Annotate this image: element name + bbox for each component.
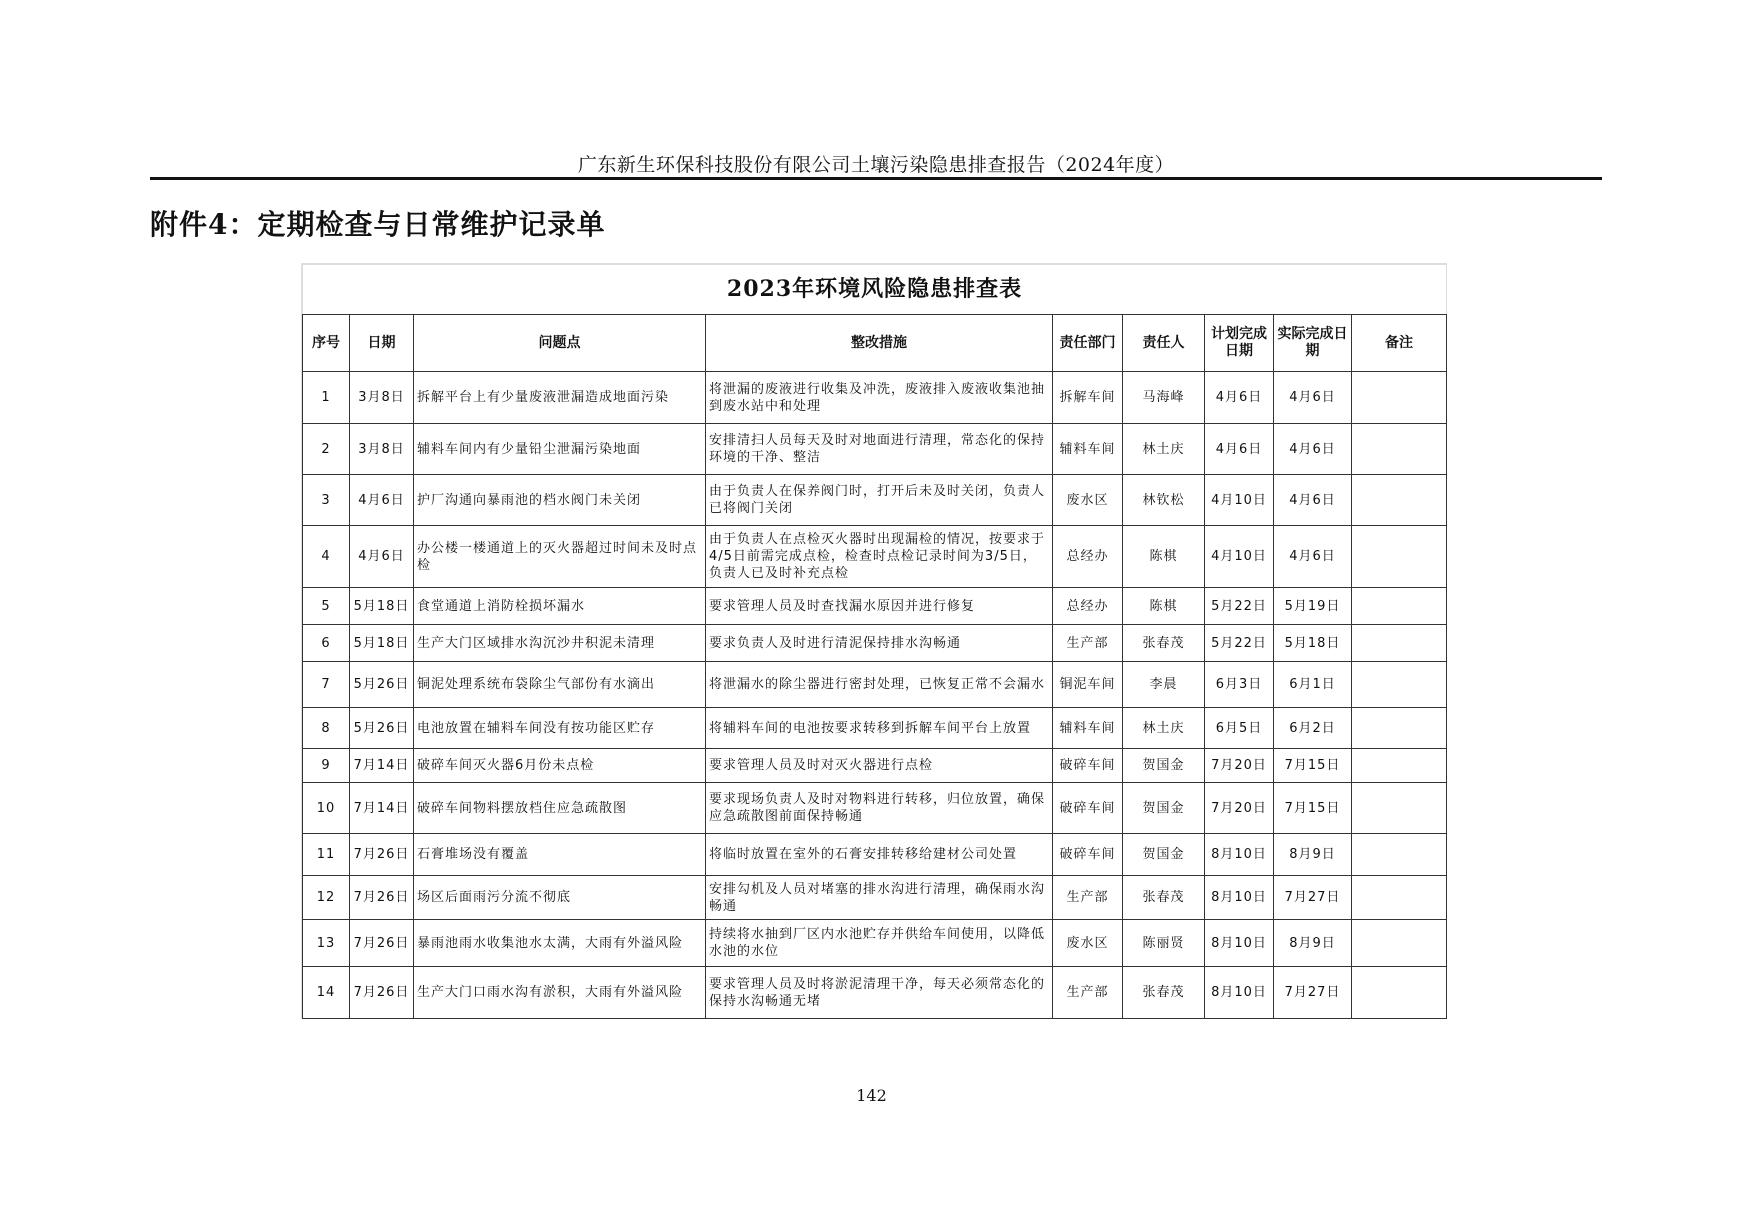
row-planned-date: 4月10日: [1205, 475, 1274, 526]
inspection-table-container: [301, 263, 1447, 1019]
row-measure: 要求管理人员及时查找漏水原因并进行修复: [706, 588, 1053, 625]
column-header: 实际完成日期: [1274, 315, 1352, 372]
row-planned-date: 7月20日: [1205, 783, 1274, 834]
row-actual-date: 4月6日: [1274, 424, 1352, 475]
row-actual-date: 5月18日: [1274, 625, 1352, 662]
row-issue: 铜泥处理系统布袋除尘气部份有水滴出: [414, 662, 706, 708]
row-measure: 要求负责人及时进行清泥保持排水沟畅通: [706, 625, 1053, 662]
row-remark: [1352, 708, 1447, 749]
row-person: 贺国金: [1123, 834, 1205, 876]
row-remark: [1352, 876, 1447, 920]
column-header: 问题点: [414, 315, 706, 372]
row-remark: [1352, 424, 1447, 475]
row-number: 11: [303, 834, 350, 876]
table-row: [303, 625, 1447, 662]
row-department: 总经办: [1053, 526, 1123, 588]
row-planned-date: 6月5日: [1205, 708, 1274, 749]
row-actual-date: 4月6日: [1274, 475, 1352, 526]
table-row: [303, 967, 1447, 1019]
table-row: [303, 920, 1447, 967]
row-date: 5月26日: [350, 662, 414, 708]
row-measure: 由于负责人在保养阀门时，打开后未及时关闭，负责人已将阀门关闭: [706, 475, 1053, 526]
row-actual-date: 5月19日: [1274, 588, 1352, 625]
row-planned-date: 8月10日: [1205, 876, 1274, 920]
row-remark: [1352, 526, 1447, 588]
row-measure: 将泄漏水的除尘器进行密封处理，已恢复正常不会漏水: [706, 662, 1053, 708]
row-date: 3月8日: [350, 372, 414, 424]
row-remark: [1352, 749, 1447, 783]
row-issue: 生产大门区域排水沟沉沙井积泥未清理: [414, 625, 706, 662]
table-row: [303, 372, 1447, 424]
column-header: 日期: [350, 315, 414, 372]
attachment-title: 附件4：定期检查与日常维护记录单: [150, 208, 606, 241]
row-number: 1: [303, 372, 350, 424]
table-row: [303, 708, 1447, 749]
row-planned-date: 5月22日: [1205, 625, 1274, 662]
row-number: 6: [303, 625, 350, 662]
table-row: [303, 749, 1447, 783]
row-department: 破碎车间: [1053, 783, 1123, 834]
row-actual-date: 7月15日: [1274, 749, 1352, 783]
row-number: 12: [303, 876, 350, 920]
row-date: 7月14日: [350, 749, 414, 783]
row-planned-date: 8月10日: [1205, 920, 1274, 967]
row-person: 陈棋: [1123, 588, 1205, 625]
table-title: 2023年环境风险隐患排查表: [303, 265, 1447, 315]
row-actual-date: 6月2日: [1274, 708, 1352, 749]
row-remark: [1352, 475, 1447, 526]
row-number: 3: [303, 475, 350, 526]
row-remark: [1352, 834, 1447, 876]
table-body: [303, 372, 1447, 1019]
table-row: [303, 783, 1447, 834]
row-person: 贺国金: [1123, 783, 1205, 834]
row-measure: 将临时放置在室外的石膏安排转移给建材公司处置: [706, 834, 1053, 876]
row-actual-date: 6月1日: [1274, 662, 1352, 708]
row-issue: 食堂通道上消防栓损坏漏水: [414, 588, 706, 625]
page-number: 142: [856, 1086, 887, 1105]
table-row: [303, 588, 1447, 625]
column-header: 整改措施: [706, 315, 1053, 372]
row-number: 9: [303, 749, 350, 783]
header-divider: [150, 177, 1602, 180]
row-actual-date: 8月9日: [1274, 920, 1352, 967]
row-issue: 破碎车间灭火器6月份未点检: [414, 749, 706, 783]
table-row: [303, 876, 1447, 920]
row-measure: 持续将水抽到厂区内水池贮存并供给车间使用，以降低水池的水位: [706, 920, 1053, 967]
row-actual-date: 7月15日: [1274, 783, 1352, 834]
row-department: 辅料车间: [1053, 708, 1123, 749]
row-issue: 辅料车间内有少量铅尘泄漏污染地面: [414, 424, 706, 475]
row-date: 4月6日: [350, 475, 414, 526]
row-date: 7月26日: [350, 876, 414, 920]
row-date: 7月14日: [350, 783, 414, 834]
row-number: 13: [303, 920, 350, 967]
row-department: 总经办: [1053, 588, 1123, 625]
row-number: 7: [303, 662, 350, 708]
row-person: 陈丽贤: [1123, 920, 1205, 967]
row-person: 李晨: [1123, 662, 1205, 708]
row-remark: [1352, 967, 1447, 1019]
row-date: 7月26日: [350, 834, 414, 876]
table-row: [303, 834, 1447, 876]
row-person: 林钦松: [1123, 475, 1205, 526]
row-planned-date: 8月10日: [1205, 967, 1274, 1019]
row-issue: 石膏堆场没有覆盖: [414, 834, 706, 876]
row-measure: 要求现场负责人及时对物料进行转移，归位放置，确保应急疏散图前面保持畅通: [706, 783, 1053, 834]
row-issue: 护厂沟通向暴雨池的档水阀门未关闭: [414, 475, 706, 526]
row-measure: 安排清扫人员每天及时对地面进行清理，常态化的保持环境的干净、整洁: [706, 424, 1053, 475]
row-department: 拆解车间: [1053, 372, 1123, 424]
row-actual-date: 8月9日: [1274, 834, 1352, 876]
column-header: 责任部门: [1053, 315, 1123, 372]
table-row: [303, 475, 1447, 526]
row-actual-date: 4月6日: [1274, 526, 1352, 588]
table-row: [303, 662, 1447, 708]
row-department: 生产部: [1053, 625, 1123, 662]
row-measure: 要求管理人员及时将淤泥清理干净，每天必须常态化的保持水沟畅通无堵: [706, 967, 1053, 1019]
row-remark: [1352, 625, 1447, 662]
table-row: [303, 526, 1447, 588]
row-department: 废水区: [1053, 475, 1123, 526]
row-measure: 安排勾机及人员对堵塞的排水沟进行清理，确保雨水沟畅通: [706, 876, 1053, 920]
row-remark: [1352, 372, 1447, 424]
row-person: 林土庆: [1123, 424, 1205, 475]
row-person: 林土庆: [1123, 708, 1205, 749]
row-issue: 生产大门口雨水沟有淤积，大雨有外溢风险: [414, 967, 706, 1019]
row-department: 废水区: [1053, 920, 1123, 967]
table-row: [303, 424, 1447, 475]
row-date: 5月26日: [350, 708, 414, 749]
row-measure: 将辅料车间的电池按要求转移到拆解车间平台上放置: [706, 708, 1053, 749]
row-person: 张春茂: [1123, 625, 1205, 662]
row-actual-date: 7月27日: [1274, 967, 1352, 1019]
row-number: 8: [303, 708, 350, 749]
row-person: 陈棋: [1123, 526, 1205, 588]
row-person: 张春茂: [1123, 967, 1205, 1019]
table-header-row: [303, 315, 1447, 372]
row-remark: [1352, 662, 1447, 708]
risk-inspection-table: [302, 264, 1447, 1019]
row-planned-date: 4月6日: [1205, 424, 1274, 475]
row-actual-date: 4月6日: [1274, 372, 1352, 424]
row-number: 4: [303, 526, 350, 588]
row-date: 3月8日: [350, 424, 414, 475]
row-measure: 要求管理人员及时对灭火器进行点检: [706, 749, 1053, 783]
row-number: 14: [303, 967, 350, 1019]
row-remark: [1352, 588, 1447, 625]
row-actual-date: 7月27日: [1274, 876, 1352, 920]
row-department: 破碎车间: [1053, 834, 1123, 876]
row-issue: 拆解平台上有少量废液泄漏造成地面污染: [414, 372, 706, 424]
row-person: 张春茂: [1123, 876, 1205, 920]
row-measure: 由于负责人在点检灭火器时出现漏检的情况，按要求于4/5日前需完成点检，检查时点检记录时间为3/5日，负责人已及时补充点检: [706, 526, 1053, 588]
column-header: 计划完成日期: [1205, 315, 1274, 372]
row-planned-date: 6月3日: [1205, 662, 1274, 708]
row-planned-date: 4月6日: [1205, 372, 1274, 424]
row-issue: 电池放置在辅料车间没有按功能区贮存: [414, 708, 706, 749]
column-header: 责任人: [1123, 315, 1205, 372]
row-issue: 暴雨池雨水收集池水太满，大雨有外溢风险: [414, 920, 706, 967]
row-department: 生产部: [1053, 967, 1123, 1019]
row-person: 贺国金: [1123, 749, 1205, 783]
row-date: 7月26日: [350, 920, 414, 967]
report-header-title: 广东新生环保科技股份有限公司土壤污染隐患排查报告（2024年度）: [577, 154, 1175, 176]
row-date: 5月18日: [350, 588, 414, 625]
row-planned-date: 4月10日: [1205, 526, 1274, 588]
row-number: 10: [303, 783, 350, 834]
row-measure: 将泄漏的废液进行收集及冲洗，废液排入废液收集池抽到废水站中和处理: [706, 372, 1053, 424]
row-planned-date: 5月22日: [1205, 588, 1274, 625]
row-planned-date: 7月20日: [1205, 749, 1274, 783]
row-issue: 破碎车间物料摆放档住应急疏散图: [414, 783, 706, 834]
column-header: 序号: [303, 315, 350, 372]
row-person: 马海峰: [1123, 372, 1205, 424]
row-department: 辅料车间: [1053, 424, 1123, 475]
row-department: 铜泥车间: [1053, 662, 1123, 708]
column-header: 备注: [1352, 315, 1447, 372]
row-department: 破碎车间: [1053, 749, 1123, 783]
row-date: 4月6日: [350, 526, 414, 588]
row-planned-date: 8月10日: [1205, 834, 1274, 876]
row-date: 5月18日: [350, 625, 414, 662]
row-number: 5: [303, 588, 350, 625]
row-issue: 场区后面雨污分流不彻底: [414, 876, 706, 920]
row-number: 2: [303, 424, 350, 475]
row-department: 生产部: [1053, 876, 1123, 920]
row-remark: [1352, 783, 1447, 834]
row-remark: [1352, 920, 1447, 967]
row-issue: 办公楼一楼通道上的灭火器超过时间未及时点检: [414, 526, 706, 588]
row-date: 7月26日: [350, 967, 414, 1019]
